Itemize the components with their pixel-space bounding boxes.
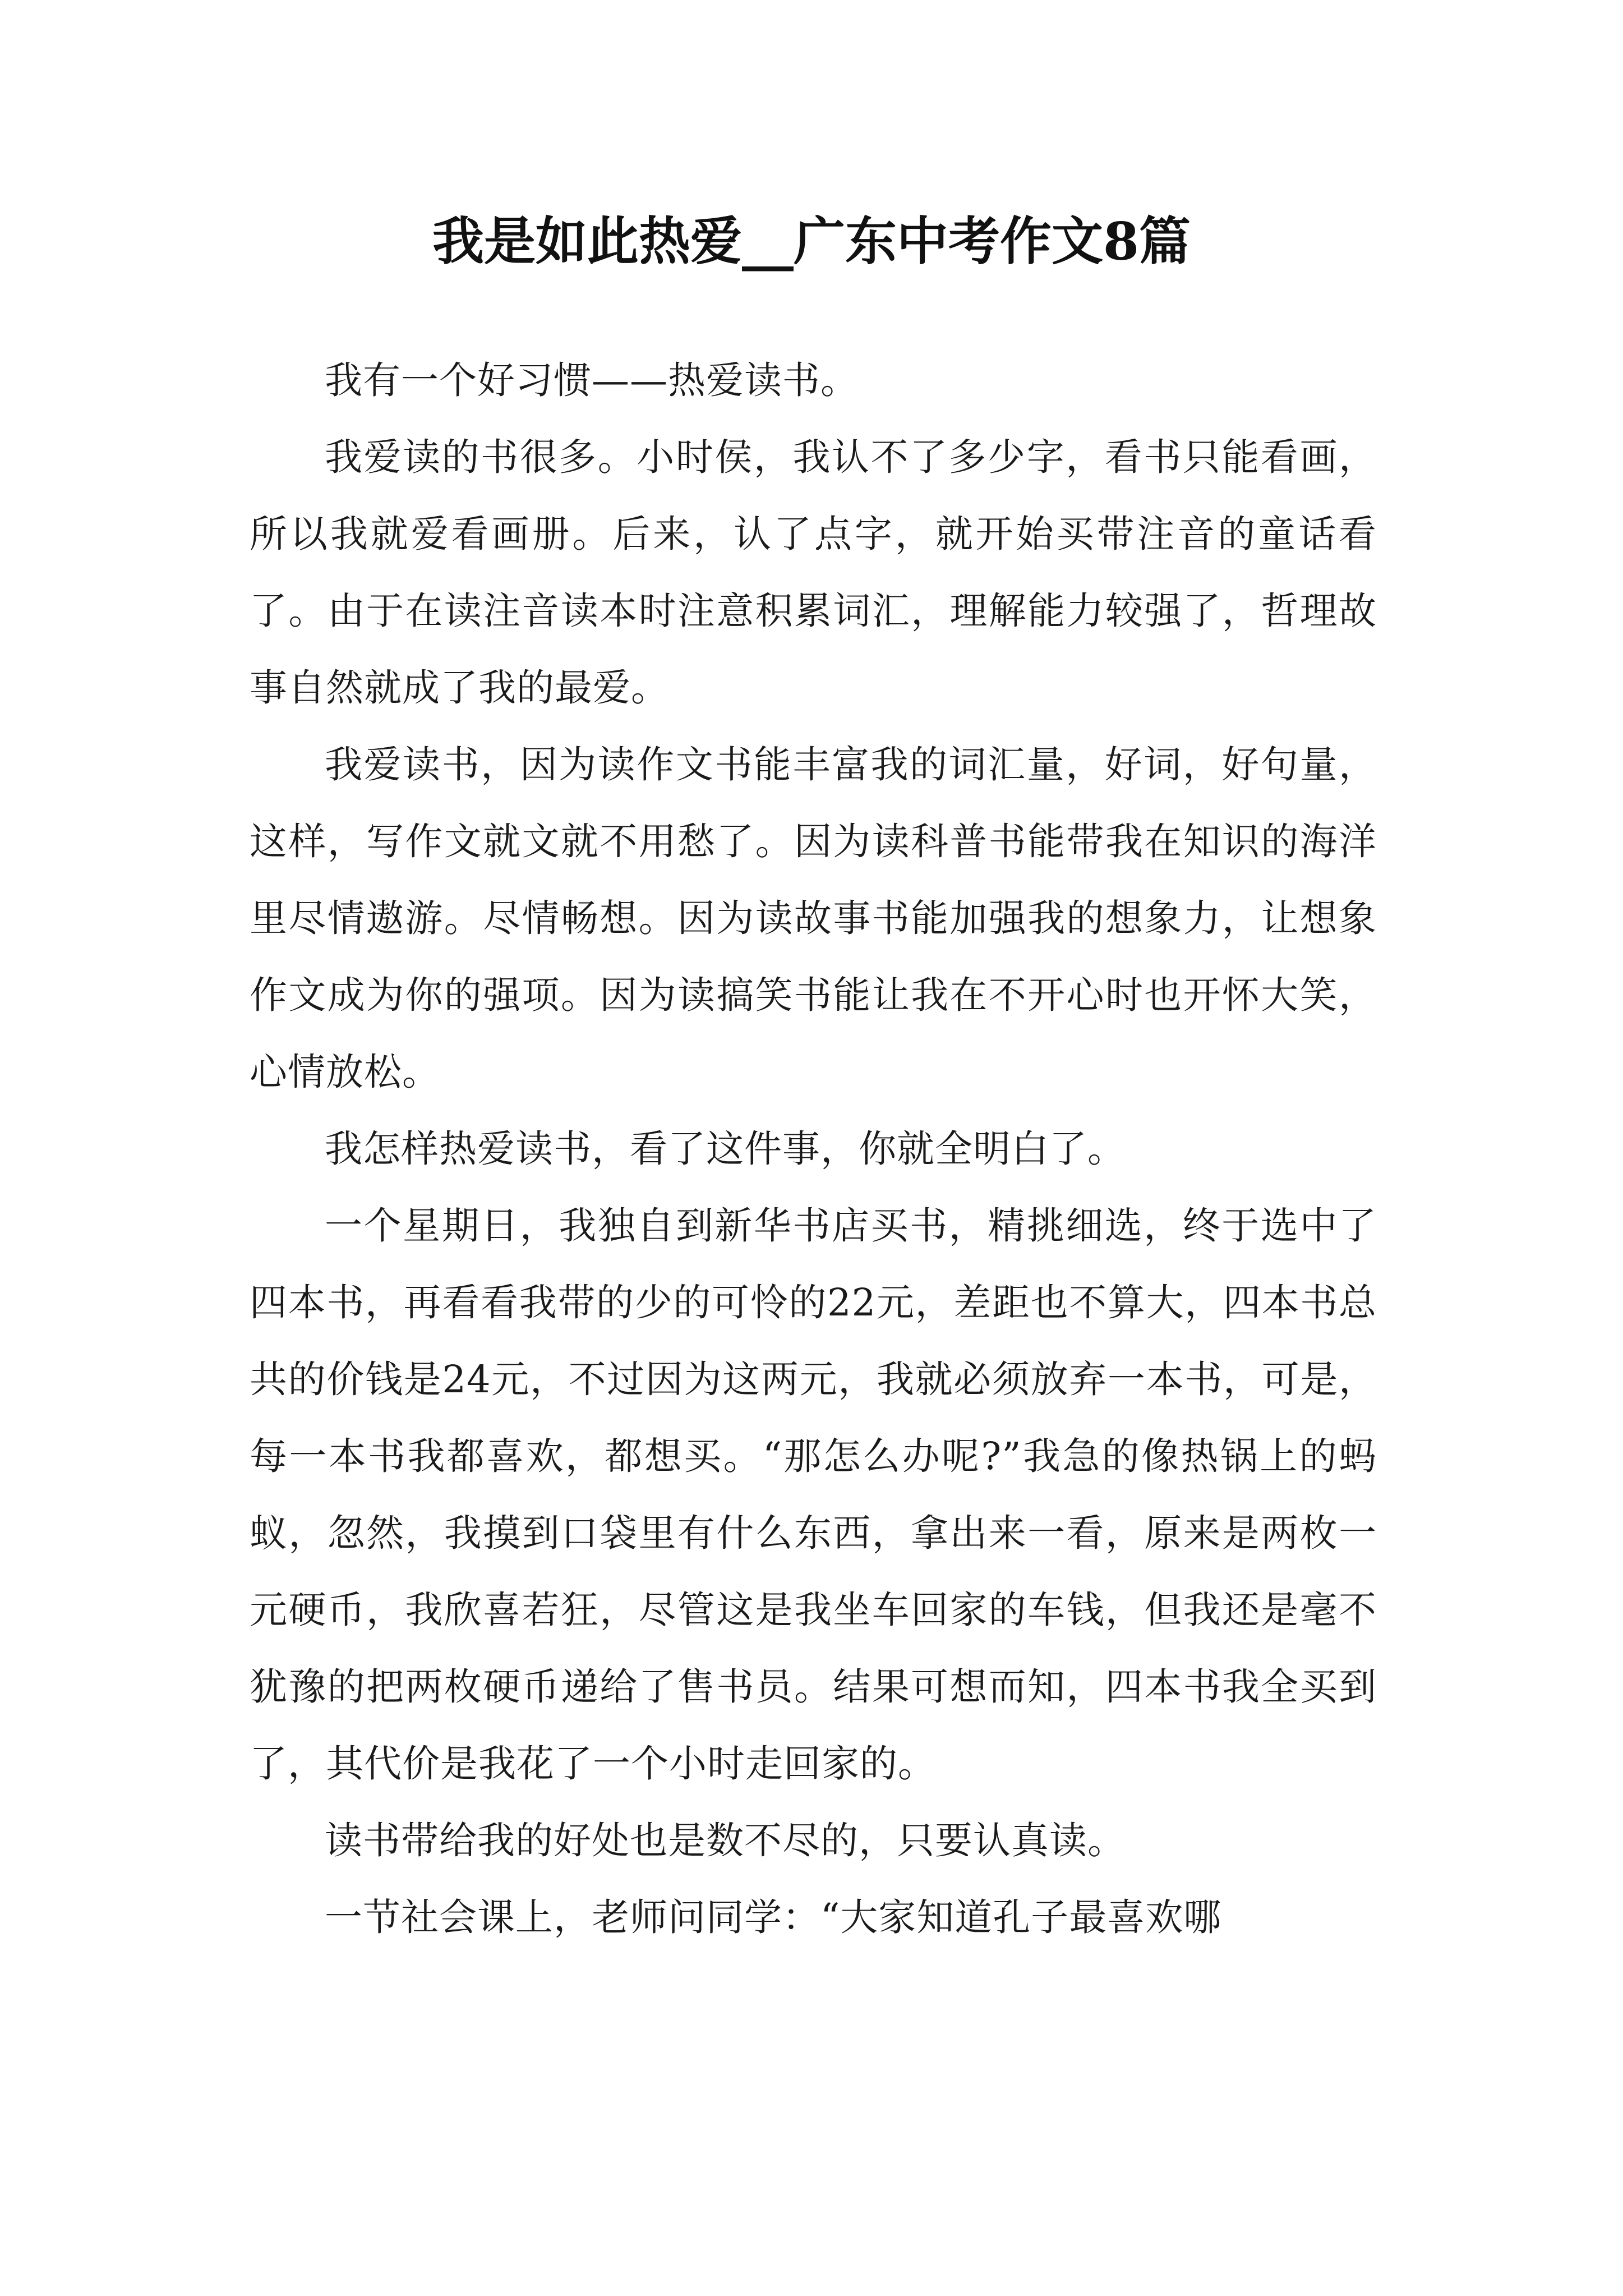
paragraph: 我怎样热爱读书，看了这件事，你就全明白了。 — [325, 1127, 1126, 1171]
page-title: 我是如此热爱__广东中考作文8篇 — [432, 211, 1191, 272]
paragraph: 一节社会课上，老师问同学：“大家知道孔子最喜欢哪 — [325, 1895, 1222, 1939]
paragraph: 一个星期日，我独自到新华书店买书，精挑细选，终于选中了四本书，再看看我带的少的可怜的22元，差距也不算大，四本书总共的价钱是24元，不过因为这两元，我就必须放弃一本书，可是，每一本书我都喜欢，都想买。“那怎么办呢?”我急的像热锅上的蚂蚁，忽然，我摸到口袋里有什么东西，拿出来一看，原来是两枚一元硬币，我欣喜若狂，尽管这是我坐车回家的车钱，但我还是毫不犹豫的把两枚硬币递给了售书员。结果可想而知，四本书我全买到了，其代价是我花了一个小时走回家的。 — [250, 1204, 1377, 1786]
article-body — [250, 342, 1377, 1956]
paragraph: 我爱读的书很多。小时侯，我认不了多少字，看书只能看画，所以我就爱看画册。后来，认了点字，就开始买带注音的童话看了。由于在读注音读本时注意积累词汇，理解能力较强了，哲理故事自然就成了我的最爱。 — [250, 435, 1377, 710]
paragraph: 读书带给我的好处也是数不尽的，只要认真读。 — [325, 1819, 1126, 1862]
paragraph: 我爱读书，因为读作文书能丰富我的词汇量，好词，好句量，这样，写作文就文就不用愁了。因为读科普书能带我在知识的海洋里尽情遨游。尽情畅想。因为读故事书能加强我的想象力，让想象作文成为你的强项。因为读搞笑书能让我在不开心时也开怀大笑，心情放松。 — [250, 743, 1377, 1094]
paragraph: 我有一个好习惯——热爱读书。 — [325, 358, 859, 402]
